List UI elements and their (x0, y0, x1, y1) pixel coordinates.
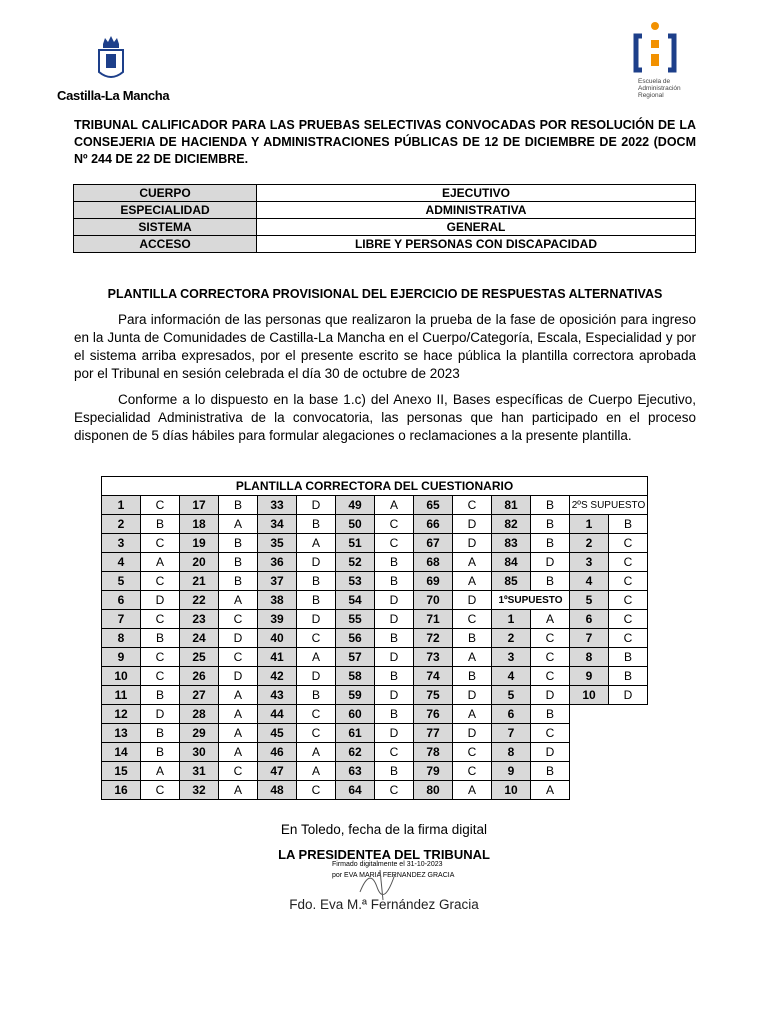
place-date: En Toledo, fecha de la firma digital (280, 822, 488, 837)
empty-cell (570, 705, 609, 724)
question-number: 80 (414, 781, 453, 800)
answer-letter: C (219, 762, 258, 781)
answer-letter: D (453, 591, 492, 610)
question-number: 67 (414, 534, 453, 553)
table-title: PLANTILLA CORRECTORA DEL CUESTIONARIO (102, 477, 648, 496)
info-row (74, 185, 696, 202)
signature-scribble (355, 862, 415, 902)
question-number: 9 (102, 648, 141, 667)
answer-letter: C (141, 496, 180, 515)
answer-letter: A (141, 762, 180, 781)
question-number: 9 (492, 762, 531, 781)
table-row (102, 610, 648, 629)
question-number: 60 (336, 705, 375, 724)
empty-cell (609, 762, 648, 781)
question-number: 33 (258, 496, 297, 515)
question-number: 2 (570, 534, 609, 553)
answer-letter: D (609, 686, 648, 705)
info-key: ACCESO (74, 236, 257, 253)
answer-letter: B (141, 686, 180, 705)
question-number: 53 (336, 572, 375, 591)
question-number: 78 (414, 743, 453, 762)
table-row (102, 515, 648, 534)
answer-letter: C (609, 572, 648, 591)
answer-letter: D (453, 724, 492, 743)
question-number: 49 (336, 496, 375, 515)
answer-letter: A (141, 553, 180, 572)
question-number: 62 (336, 743, 375, 762)
answer-letter: D (141, 705, 180, 724)
answer-letter: B (453, 629, 492, 648)
logo-name: Castilla-La Mancha (57, 88, 170, 103)
answer-letter: C (453, 496, 492, 515)
question-number: 41 (258, 648, 297, 667)
empty-cell (570, 743, 609, 762)
answer-letter: C (531, 724, 570, 743)
table-row (102, 762, 648, 781)
question-number: 7 (570, 629, 609, 648)
answer-letter: B (609, 667, 648, 686)
info-key: SISTEMA (74, 219, 257, 236)
info-row (74, 202, 696, 219)
answer-letter: D (375, 724, 414, 743)
answer-letter: C (141, 610, 180, 629)
second-case-label: 2ºS SUPUESTO (570, 496, 648, 515)
question-number: 20 (180, 553, 219, 572)
castilla-la-mancha-logo (57, 34, 170, 106)
answer-letter: B (375, 629, 414, 648)
table-row (102, 572, 648, 591)
section-subtitle: PLANTILLA CORRECTORA PROVISIONAL DEL EJERCICIO DE RESPUESTAS ALTERNATIVAS (107, 287, 663, 301)
answer-letter: C (375, 781, 414, 800)
answer-letter: A (531, 610, 570, 629)
question-number: 10 (492, 781, 531, 800)
question-number: 1 (492, 610, 531, 629)
question-number: 36 (258, 553, 297, 572)
question-number: 2 (492, 629, 531, 648)
table-row (102, 724, 648, 743)
answer-letter: C (453, 743, 492, 762)
answer-letter: D (219, 629, 258, 648)
answer-letter: A (531, 781, 570, 800)
coat-of-arms-icon (91, 34, 131, 86)
answer-letter: B (609, 648, 648, 667)
question-number: 24 (180, 629, 219, 648)
table-row (102, 591, 648, 610)
question-number: 14 (102, 743, 141, 762)
question-number: 56 (336, 629, 375, 648)
paragraph-info: Para información de las personas que realizaron la prueba de la fase de oposición para ingreso en la Junta de Comunidades de Castilla-La Mancha en el Cuerpo/Categoría, Escala, Especialidad y por el sistema arriba expresados, por el presente escrito se hace pública la plantilla correctora aprobada por el Tribunal en sesión celebrada el día 30 de octubre de 2023 (74, 312, 696, 381)
answer-letter: C (609, 629, 648, 648)
question-number: 1 (570, 515, 609, 534)
question-number: 71 (414, 610, 453, 629)
answer-letter: B (609, 515, 648, 534)
info-value: LIBRE Y PERSONAS CON DISCAPACIDAD (257, 236, 696, 253)
question-number: 74 (414, 667, 453, 686)
answer-letter: C (531, 648, 570, 667)
question-number: 57 (336, 648, 375, 667)
question-number: 44 (258, 705, 297, 724)
answer-letter: D (219, 667, 258, 686)
question-number: 23 (180, 610, 219, 629)
answer-letter: B (141, 743, 180, 762)
answer-letter: C (297, 724, 336, 743)
question-number: 12 (102, 705, 141, 724)
question-number: 83 (492, 534, 531, 553)
answer-letter: C (375, 743, 414, 762)
question-number: 68 (414, 553, 453, 572)
question-number: 3 (570, 553, 609, 572)
info-key: ESPECIALIDAD (74, 202, 257, 219)
answer-letter: B (531, 496, 570, 515)
question-number: 30 (180, 743, 219, 762)
signed-by: Fdo. Eva M.ª Fernández Gracia (289, 897, 479, 912)
question-number: 22 (180, 591, 219, 610)
answer-letter: C (219, 648, 258, 667)
answer-letter: C (141, 648, 180, 667)
question-number: 21 (180, 572, 219, 591)
question-number: 19 (180, 534, 219, 553)
table-row (102, 705, 648, 724)
question-number: 35 (258, 534, 297, 553)
answer-letter: D (531, 743, 570, 762)
answer-letter: C (531, 629, 570, 648)
answer-letter: B (375, 667, 414, 686)
answer-letter: D (297, 667, 336, 686)
question-number: 3 (102, 534, 141, 553)
answer-letter: A (375, 496, 414, 515)
question-number: 50 (336, 515, 375, 534)
question-number: 46 (258, 743, 297, 762)
answer-letter: A (219, 591, 258, 610)
question-number: 25 (180, 648, 219, 667)
answer-letter: B (219, 496, 258, 515)
question-number: 77 (414, 724, 453, 743)
question-number: 9 (570, 667, 609, 686)
answer-letter: C (141, 781, 180, 800)
table-row (102, 686, 648, 705)
question-number: 11 (102, 686, 141, 705)
table-row (102, 743, 648, 762)
table-title-row (102, 477, 648, 496)
answer-letter: D (375, 591, 414, 610)
question-number: 61 (336, 724, 375, 743)
first-case-label: 1ºSUPUESTO (492, 591, 570, 610)
question-number: 28 (180, 705, 219, 724)
info-table (73, 184, 696, 253)
empty-cell (609, 743, 648, 762)
answer-letter: B (531, 705, 570, 724)
question-number: 59 (336, 686, 375, 705)
question-number: 47 (258, 762, 297, 781)
question-number: 4 (102, 553, 141, 572)
question-number: 79 (414, 762, 453, 781)
table-row (102, 648, 648, 667)
paragraph-claims: Conforme a lo dispuesto en la base 1.c) del Anexo II, Bases específicas de Cuerpo Ejecutivo, Especialidad Administrativa de la convocatoria, las personas que han participado en el proceso disponen de 5 días hábiles para formular alegaciones o reclamaciones a la presente plantilla. (74, 392, 696, 443)
answer-letter: B (375, 705, 414, 724)
question-number: 10 (102, 667, 141, 686)
answer-letter: A (453, 705, 492, 724)
answer-letter: C (219, 610, 258, 629)
question-number: 73 (414, 648, 453, 667)
question-number: 69 (414, 572, 453, 591)
answer-letter: B (531, 572, 570, 591)
answer-letter: A (219, 705, 258, 724)
answer-letter: A (453, 553, 492, 572)
answer-letter: B (219, 572, 258, 591)
question-number: 2 (102, 515, 141, 534)
answer-letter: A (297, 762, 336, 781)
question-number: 10 (570, 686, 609, 705)
table-row (102, 496, 648, 515)
document-heading: TRIBUNAL CALIFICADOR PARA LAS PRUEBAS SELECTIVAS CONVOCADAS POR RESOLUCIÓN DE LA CONSEJERIA DE HACIENDA Y ADMINISTRACIONES PÚBLICAS DE 12 DE DICIEMBRE DE 2022 (DOCM Nº 244 DE 22 DE DICIEMBRE. (74, 118, 696, 166)
answer-letter: B (141, 515, 180, 534)
answer-letter: C (609, 534, 648, 553)
answer-letter: A (219, 686, 258, 705)
answer-letter: B (375, 762, 414, 781)
question-number: 76 (414, 705, 453, 724)
answer-letter: C (609, 591, 648, 610)
answer-letter: B (531, 762, 570, 781)
info-row (74, 219, 696, 236)
question-number: 26 (180, 667, 219, 686)
empty-cell (570, 762, 609, 781)
question-number: 15 (102, 762, 141, 781)
table-row (102, 629, 648, 648)
question-number: 65 (414, 496, 453, 515)
question-number: 27 (180, 686, 219, 705)
question-number: 82 (492, 515, 531, 534)
question-number: 16 (102, 781, 141, 800)
empty-cell (609, 781, 648, 800)
info-row (74, 236, 696, 253)
answer-letter: B (297, 515, 336, 534)
answer-letter: C (297, 705, 336, 724)
question-number: 64 (336, 781, 375, 800)
answer-letter: D (375, 648, 414, 667)
answer-letter: B (219, 534, 258, 553)
answer-letter: D (453, 515, 492, 534)
question-number: 8 (492, 743, 531, 762)
answer-letter: B (297, 572, 336, 591)
answer-letter: C (609, 610, 648, 629)
question-number: 37 (258, 572, 297, 591)
answer-letter: D (141, 591, 180, 610)
question-number: 55 (336, 610, 375, 629)
escuela-administracion-logo (630, 20, 700, 104)
answer-letter: C (609, 553, 648, 572)
question-number: 70 (414, 591, 453, 610)
empty-cell (570, 781, 609, 800)
question-number: 42 (258, 667, 297, 686)
answer-letter: D (453, 686, 492, 705)
question-number: 6 (570, 610, 609, 629)
question-number: 4 (570, 572, 609, 591)
question-number: 81 (492, 496, 531, 515)
question-number: 75 (414, 686, 453, 705)
answer-letter: C (297, 781, 336, 800)
table-row (102, 553, 648, 572)
question-number: 63 (336, 762, 375, 781)
question-number: 39 (258, 610, 297, 629)
answer-letter: D (297, 496, 336, 515)
answer-letter: D (531, 553, 570, 572)
table-row (102, 667, 648, 686)
info-value: GENERAL (257, 219, 696, 236)
question-number: 85 (492, 572, 531, 591)
empty-cell (609, 724, 648, 743)
table-row (102, 534, 648, 553)
answer-letter: B (453, 667, 492, 686)
brackets-logo-icon (630, 20, 680, 76)
answer-letter: D (375, 686, 414, 705)
answer-letter: B (531, 515, 570, 534)
answer-letter: A (219, 781, 258, 800)
answer-letter: D (297, 610, 336, 629)
answer-letter: B (375, 572, 414, 591)
empty-cell (609, 705, 648, 724)
answer-letter: D (297, 553, 336, 572)
answer-letter: A (297, 648, 336, 667)
answer-letter: B (297, 591, 336, 610)
answer-letter: C (375, 534, 414, 553)
answer-letter: B (219, 553, 258, 572)
answer-letter: A (453, 572, 492, 591)
answer-letter: B (375, 553, 414, 572)
answer-table (101, 476, 648, 800)
question-number: 66 (414, 515, 453, 534)
answer-letter: D (375, 610, 414, 629)
question-number: 54 (336, 591, 375, 610)
answer-letter: C (141, 534, 180, 553)
question-number: 34 (258, 515, 297, 534)
question-number: 48 (258, 781, 297, 800)
question-number: 43 (258, 686, 297, 705)
logo-caption: Escuela de Administración Regional (638, 78, 681, 99)
empty-cell (570, 724, 609, 743)
question-number: 38 (258, 591, 297, 610)
question-number: 45 (258, 724, 297, 743)
answer-letter: B (141, 724, 180, 743)
answer-letter: A (219, 724, 258, 743)
answer-letter: D (453, 534, 492, 553)
question-number: 58 (336, 667, 375, 686)
question-number: 31 (180, 762, 219, 781)
question-number: 3 (492, 648, 531, 667)
answer-letter: A (219, 515, 258, 534)
answer-letter: A (297, 534, 336, 553)
answer-letter: C (531, 667, 570, 686)
question-number: 32 (180, 781, 219, 800)
question-number: 7 (102, 610, 141, 629)
digital-signature-name: por EVA MARIA FERNANDEZ GRACIA (332, 872, 455, 879)
question-number: 51 (336, 534, 375, 553)
info-value: ADMINISTRATIVA (257, 202, 696, 219)
answer-letter: C (375, 515, 414, 534)
question-number: 6 (102, 591, 141, 610)
question-number: 72 (414, 629, 453, 648)
answer-letter: C (141, 667, 180, 686)
question-number: 5 (492, 686, 531, 705)
question-number: 7 (492, 724, 531, 743)
question-number: 18 (180, 515, 219, 534)
question-number: 8 (102, 629, 141, 648)
question-number: 40 (258, 629, 297, 648)
question-number: 13 (102, 724, 141, 743)
answer-letter: C (297, 629, 336, 648)
answer-letter: A (219, 743, 258, 762)
question-number: 5 (570, 591, 609, 610)
answer-letter: A (453, 781, 492, 800)
answer-letter: A (453, 648, 492, 667)
question-number: 17 (180, 496, 219, 515)
question-number: 1 (102, 496, 141, 515)
question-number: 8 (570, 648, 609, 667)
info-key: CUERPO (74, 185, 257, 202)
question-number: 84 (492, 553, 531, 572)
question-number: 5 (102, 572, 141, 591)
answer-letter: C (453, 762, 492, 781)
digital-signature-line: Firmado digitalmente el 31-10-2023 (332, 861, 443, 868)
answer-letter: B (531, 534, 570, 553)
answer-letter: B (141, 629, 180, 648)
answer-letter: C (453, 610, 492, 629)
question-number: 29 (180, 724, 219, 743)
president-title: LA PRESIDENTEA DEL TRIBUNAL (278, 847, 490, 862)
info-value: EJECUTIVO (257, 185, 696, 202)
question-number: 4 (492, 667, 531, 686)
answer-letter: A (297, 743, 336, 762)
answer-letter: D (531, 686, 570, 705)
answer-letter: C (141, 572, 180, 591)
question-number: 52 (336, 553, 375, 572)
table-row (102, 781, 648, 800)
question-number: 6 (492, 705, 531, 724)
answer-letter: B (297, 686, 336, 705)
